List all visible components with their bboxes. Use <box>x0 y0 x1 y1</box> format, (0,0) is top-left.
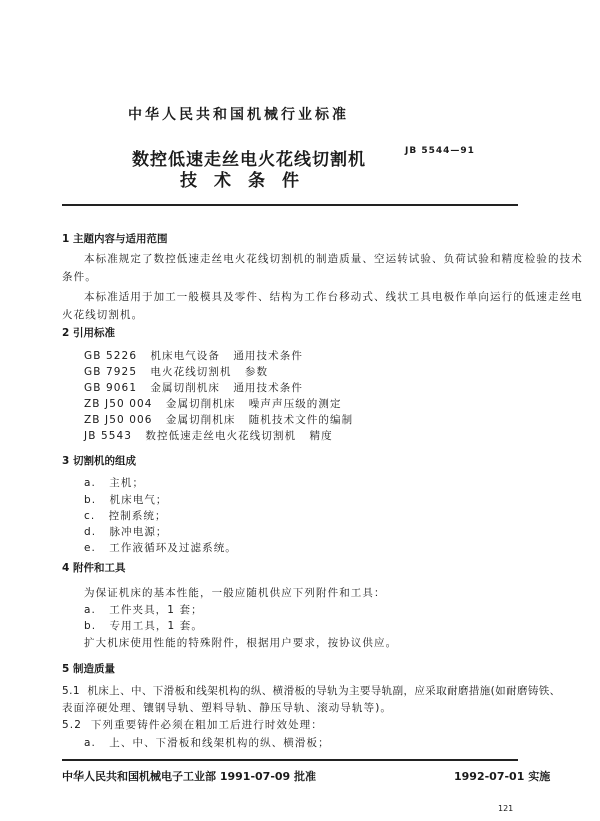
standard-code: JB 5544—91 <box>405 146 475 156</box>
page-number: 121 <box>498 804 514 813</box>
section-5-heading: 5 制造质量 <box>62 663 115 675</box>
reference-item: ZB J50 006 金属切削机床 随机技术文件的编制 <box>84 414 354 426</box>
reference-item: JB 5543 数控低速走丝电火花线切割机 精度 <box>84 430 333 442</box>
accessory-item: b. 专用工具，1 套。 <box>84 620 203 632</box>
section-1-paragraph: 本标准规定了数控低速走丝电火花线切割机的制造质量、空运转试验、负荷试验和精度检验的技术 <box>84 253 583 265</box>
clause-5-2-item: a. 上、中、下滑板和线架机构的纵、横滑板； <box>84 737 330 749</box>
component-item: a. 主机； <box>84 477 145 489</box>
clause-5-2: 5.2 下列重要铸件必须在粗加工后进行时效处理： <box>62 719 323 731</box>
section-1-paragraph: 条件。 <box>62 271 97 283</box>
footer-divider <box>62 759 518 761</box>
section-4-note: 扩大机床使用性能的特殊附件，根据用户要求，按协议供应。 <box>84 637 398 649</box>
clause-5-1: 表面淬硬处理、镶钢导轨、塑料导轨、静压导轨、滚动导轨等)。 <box>62 702 392 714</box>
effective-date: 1992-07-01 实施 <box>454 770 551 783</box>
document-subtitle: 技术条件 <box>180 171 316 191</box>
component-item: d. 脉冲电源； <box>84 526 168 538</box>
reference-item: GB 5226 机床电气设备 通用技术条件 <box>84 350 303 362</box>
component-item: b. 机床电气； <box>84 494 168 506</box>
section-4-intro: 为保证机床的基本性能，一般应随机供应下列附件和工具： <box>84 587 386 599</box>
reference-item: GB 9061 金属切削机床 通用技术条件 <box>84 382 303 394</box>
approval-line: 中华人民共和国机械电子工业部 1991-07-09 批准 <box>62 770 317 783</box>
section-3-heading: 3 切割机的组成 <box>62 455 136 467</box>
clause-5-1: 5.1 机床上、中、下滑板和线架机构的纵、横滑板的导轨为主要导轨副，应采取耐磨措施(如耐磨铸铁、 <box>62 685 561 697</box>
issuer-heading: 中华人民共和国机械行业标准 <box>128 107 349 123</box>
section-4-heading: 4 附件和工具 <box>62 562 126 574</box>
document-title: 数控低速走丝电火花线切割机 <box>132 150 366 170</box>
reference-item: ZB J50 004 金属切削机床 噪声声压级的测定 <box>84 398 342 410</box>
header-divider <box>62 204 518 206</box>
section-1-heading: 1 主题内容与适用范围 <box>62 233 168 245</box>
component-item: e. 工作液循环及过滤系统。 <box>84 542 237 554</box>
section-2-heading: 2 引用标准 <box>62 327 115 339</box>
accessory-item: a. 工件夹具，1 套； <box>84 604 203 616</box>
component-item: c. 控制系统； <box>84 510 167 522</box>
reference-item: GB 7925 电火花线切割机 参数 <box>84 366 269 378</box>
section-1-paragraph: 本标准适用于加工一般模具及零件、结构为工作台移动式、线状工具电极作单向运行的低速走丝电 <box>84 291 583 303</box>
section-1-paragraph: 火花线切割机。 <box>62 309 144 321</box>
